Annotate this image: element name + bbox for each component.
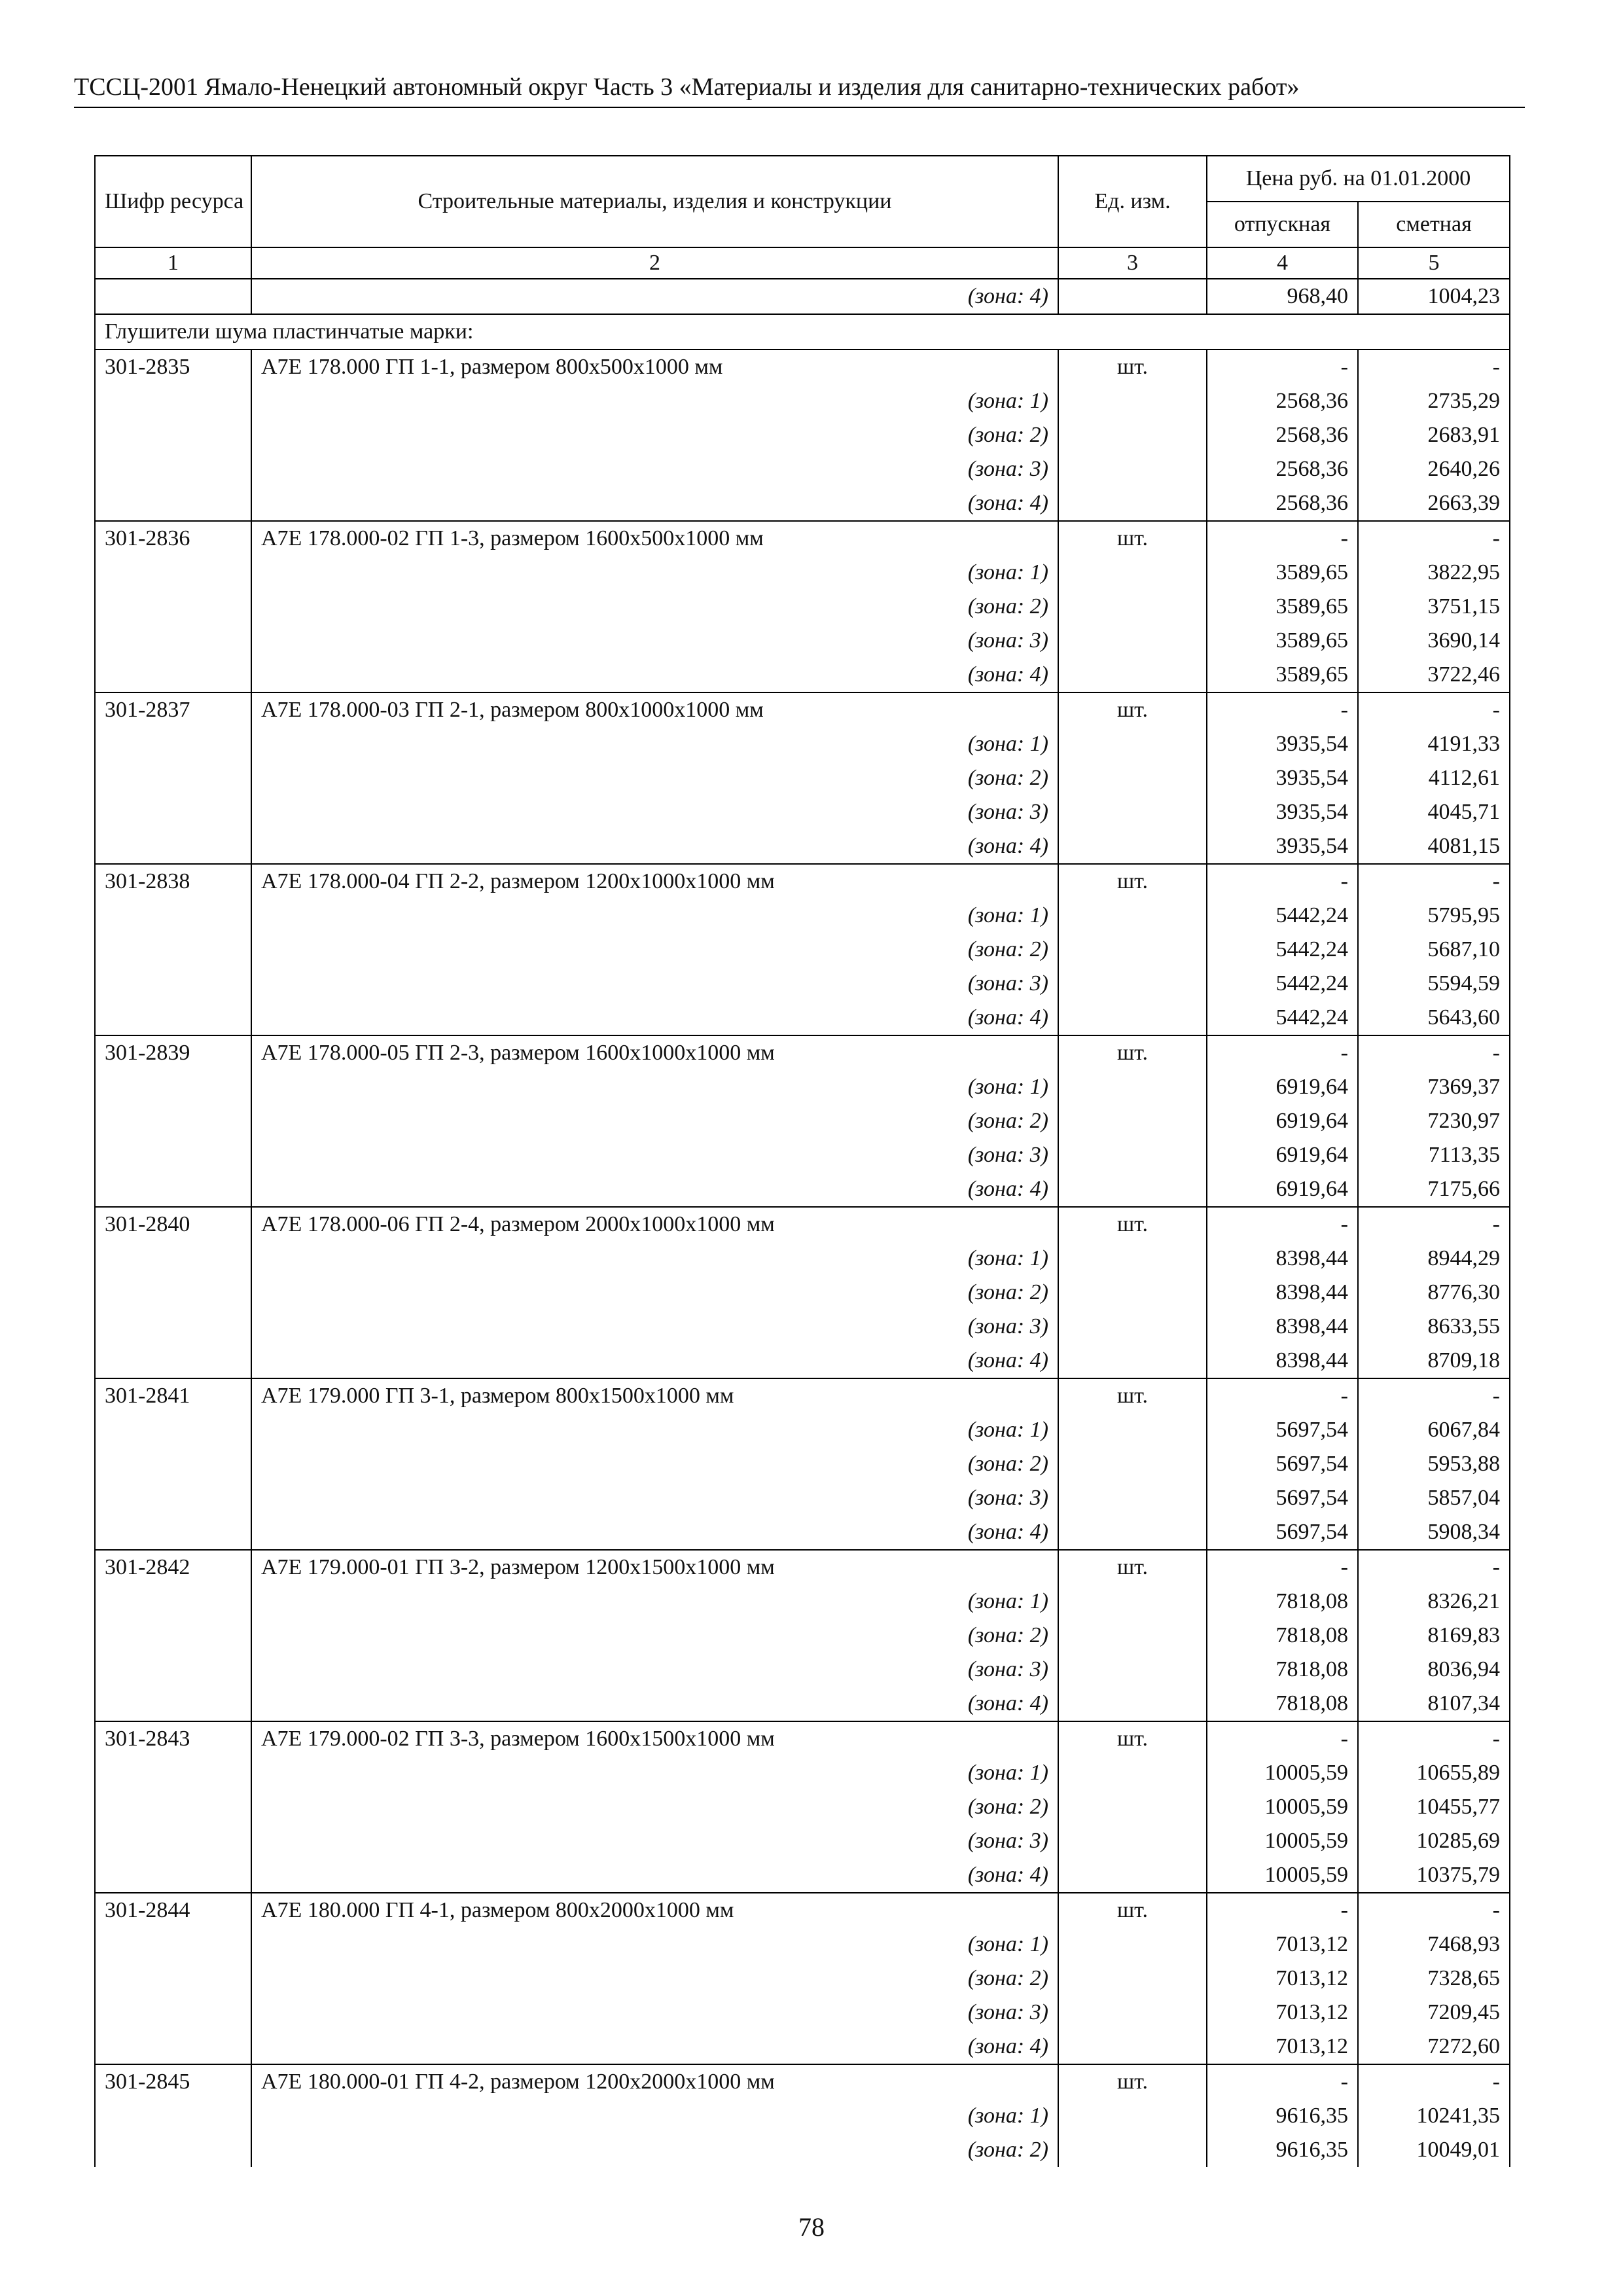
- unit: шт.: [1058, 2064, 1207, 2099]
- zone-row: [95, 1585, 1510, 1619]
- zone-row: [95, 1138, 1510, 1172]
- column-number: 3: [1058, 247, 1207, 279]
- release-price: 7013,12: [1207, 1962, 1358, 1996]
- release-price: 8398,44: [1207, 1310, 1358, 1344]
- zone-label: (зона: 4): [251, 2030, 1058, 2064]
- material-name: А7Е 178.000-06 ГП 2-4, размером 2000х1000х1000 мм: [251, 1207, 1058, 1242]
- material-name: А7Е 178.000-04 ГП 2-2, размером 1200х1000х1000 мм: [251, 864, 1058, 899]
- estimate-price: 10455,77: [1358, 1790, 1510, 1824]
- zone-row: [95, 2099, 1510, 2133]
- zone-row: [95, 899, 1510, 933]
- zone-row: [95, 556, 1510, 590]
- estimate-price: -: [1358, 864, 1510, 899]
- zone-label: (зона: 4): [251, 1344, 1058, 1378]
- material-name: А7Е 178.000 ГП 1-1, размером 800х500х1000 мм: [251, 350, 1058, 384]
- zone-row: [95, 486, 1510, 521]
- zone-label: (зона: 2): [251, 761, 1058, 795]
- release-price: -: [1207, 692, 1358, 727]
- zone-label: (зона: 1): [251, 384, 1058, 418]
- release-price: -: [1207, 2064, 1358, 2099]
- zone-label: (зона: 4): [251, 1687, 1058, 1721]
- estimate-price: 4045,71: [1358, 795, 1510, 829]
- release-price: 8398,44: [1207, 1344, 1358, 1378]
- material-name: А7Е 179.000-02 ГП 3-3, размером 1600х1500х1000 мм: [251, 1721, 1058, 1756]
- resource-code: 301-2840: [95, 1207, 251, 1242]
- zone-row: [95, 967, 1510, 1001]
- zone-row: [95, 2030, 1510, 2064]
- release-price: 3935,54: [1207, 727, 1358, 761]
- unit: шт.: [1058, 1721, 1207, 1756]
- zone-row: [95, 418, 1510, 452]
- material-name: А7Е 178.000-02 ГП 1-3, размером 1600х500х1000 мм: [251, 521, 1058, 556]
- table-row: [95, 1721, 1510, 1756]
- unit: шт.: [1058, 350, 1207, 384]
- table-row: [95, 2064, 1510, 2099]
- resource-code: 301-2839: [95, 1035, 251, 1070]
- resource-code: 301-2844: [95, 1893, 251, 1928]
- estimate-price: 10285,69: [1358, 1824, 1510, 1858]
- estimate-price: -: [1358, 350, 1510, 384]
- estimate-price: 8326,21: [1358, 1585, 1510, 1619]
- zone-label: (зона: 3): [251, 967, 1058, 1001]
- zone-label: (зона: 2): [251, 1619, 1058, 1653]
- zone-label: (зона: 3): [251, 795, 1058, 829]
- zone-row: [95, 1928, 1510, 1962]
- release-price: 5442,24: [1207, 1001, 1358, 1035]
- resource-code: 301-2843: [95, 1721, 251, 1756]
- estimate-price: 2663,39: [1358, 486, 1510, 521]
- release-price: 5442,24: [1207, 967, 1358, 1001]
- estimate-price: 7272,60: [1358, 2030, 1510, 2064]
- zone-row: [95, 1515, 1510, 1550]
- release-price: 10005,59: [1207, 1858, 1358, 1893]
- resource-code: 301-2841: [95, 1378, 251, 1413]
- estimate-price: -: [1358, 1378, 1510, 1413]
- estimate-price: 8709,18: [1358, 1344, 1510, 1378]
- release-price: 3935,54: [1207, 829, 1358, 864]
- estimate-price: 10241,35: [1358, 2099, 1510, 2133]
- release-price: 6919,64: [1207, 1104, 1358, 1138]
- release-price: -: [1207, 1721, 1358, 1756]
- release-price: 9616,35: [1207, 2133, 1358, 2167]
- zone-label: (зона: 2): [251, 1447, 1058, 1481]
- zone-row: [95, 624, 1510, 658]
- table-row: [95, 1550, 1510, 1585]
- release-price: -: [1207, 1378, 1358, 1413]
- release-price: 6919,64: [1207, 1138, 1358, 1172]
- zone-label: (зона: 2): [251, 1276, 1058, 1310]
- estimate-price: 7369,37: [1358, 1070, 1510, 1104]
- header-divider: [74, 107, 1525, 108]
- release-price: 8398,44: [1207, 1242, 1358, 1276]
- zone-row: [95, 761, 1510, 795]
- estimate-price: 10655,89: [1358, 1756, 1510, 1790]
- estimate-price: -: [1358, 1035, 1510, 1070]
- zone-label: (зона: 1): [251, 1585, 1058, 1619]
- zone-label: (зона: 1): [251, 1242, 1058, 1276]
- zone-row: [95, 452, 1510, 486]
- zone-label: (зона: 1): [251, 2099, 1058, 2133]
- estimate-price: 3751,15: [1358, 590, 1510, 624]
- release-price: 3589,65: [1207, 624, 1358, 658]
- release-price: 3935,54: [1207, 795, 1358, 829]
- column-header-price-group: Цена руб. на 01.01.2000: [1207, 156, 1510, 202]
- release-price: 3935,54: [1207, 761, 1358, 795]
- estimate-price: -: [1358, 1207, 1510, 1242]
- release-price: 5697,54: [1207, 1413, 1358, 1447]
- column-number: 4: [1207, 247, 1358, 279]
- release-price: 8398,44: [1207, 1276, 1358, 1310]
- continuation-row: [95, 279, 1510, 314]
- zone-row: [95, 1172, 1510, 1207]
- table-row: [95, 1893, 1510, 1928]
- zone-row: [95, 1824, 1510, 1858]
- column-header-release-price: отпускная: [1207, 202, 1358, 247]
- release-price: 5442,24: [1207, 899, 1358, 933]
- release-price: 2568,36: [1207, 418, 1358, 452]
- zone-row: [95, 1344, 1510, 1378]
- resource-code: 301-2838: [95, 864, 251, 899]
- release-price: 7013,12: [1207, 1928, 1358, 1962]
- zone-label: (зона: 4): [251, 1858, 1058, 1893]
- unit: шт.: [1058, 1550, 1207, 1585]
- release-price: 5442,24: [1207, 933, 1358, 967]
- release-price: 6919,64: [1207, 1070, 1358, 1104]
- estimate-price: 7175,66: [1358, 1172, 1510, 1207]
- table-row: [95, 1207, 1510, 1242]
- estimate-price: 3690,14: [1358, 624, 1510, 658]
- zone-label: (зона: 2): [251, 590, 1058, 624]
- estimate-price: 2683,91: [1358, 418, 1510, 452]
- zone-row: [95, 829, 1510, 864]
- zone-label: (зона: 1): [251, 556, 1058, 590]
- table-row: [95, 864, 1510, 899]
- release-price: -: [1207, 350, 1358, 384]
- table-row: [95, 1378, 1510, 1413]
- zone-row: [95, 1756, 1510, 1790]
- release-price: 7818,08: [1207, 1687, 1358, 1721]
- zone-row: [95, 2133, 1510, 2167]
- zone-label: (зона: 1): [251, 1413, 1058, 1447]
- zone-row: [95, 1242, 1510, 1276]
- column-header-code: Шифр ресурса: [95, 156, 251, 247]
- zone-row: [95, 933, 1510, 967]
- zone-row: [95, 1070, 1510, 1104]
- zone-label: (зона: 2): [251, 2133, 1058, 2167]
- release-price: 10005,59: [1207, 1824, 1358, 1858]
- estimate-price: 6067,84: [1358, 1413, 1510, 1447]
- estimate-price: 5687,10: [1358, 933, 1510, 967]
- zone-row: [95, 1413, 1510, 1447]
- estimate-price: 5594,59: [1358, 967, 1510, 1001]
- zone-row: [95, 1962, 1510, 1996]
- column-number: 1: [95, 247, 251, 279]
- estimate-price: 7468,93: [1358, 1928, 1510, 1962]
- zone-row: [95, 1653, 1510, 1687]
- estimate-price: 8776,30: [1358, 1276, 1510, 1310]
- release-price: -: [1207, 1893, 1358, 1928]
- zone-label: (зона: 3): [251, 1481, 1058, 1515]
- estimate-price: -: [1358, 692, 1510, 727]
- zone-label: (зона: 2): [251, 1790, 1058, 1824]
- unit: шт.: [1058, 864, 1207, 899]
- material-name: А7Е 180.000-01 ГП 4-2, размером 1200х2000х1000 мм: [251, 2064, 1058, 2099]
- estimate-price: 1004,23: [1358, 279, 1510, 314]
- estimate-price: 3822,95: [1358, 556, 1510, 590]
- zone-label: (зона: 3): [251, 1996, 1058, 2030]
- estimate-price: 2735,29: [1358, 384, 1510, 418]
- zone-row: [95, 1276, 1510, 1310]
- zone-label: (зона: 3): [251, 452, 1058, 486]
- material-name: А7Е 178.000-03 ГП 2-1, размером 800х1000х1000 мм: [251, 692, 1058, 727]
- estimate-price: 5953,88: [1358, 1447, 1510, 1481]
- estimate-price: 8107,34: [1358, 1687, 1510, 1721]
- estimate-price: 10049,01: [1358, 2133, 1510, 2167]
- table-row: [95, 692, 1510, 727]
- estimate-price: 5857,04: [1358, 1481, 1510, 1515]
- zone-label: (зона: 2): [251, 1104, 1058, 1138]
- zone-label: (зона: 1): [251, 1070, 1058, 1104]
- zone-row: [95, 795, 1510, 829]
- zone-row: [95, 1687, 1510, 1721]
- estimate-price: 7328,65: [1358, 1962, 1510, 1996]
- table-body: [95, 279, 1510, 2167]
- resource-code: 301-2842: [95, 1550, 251, 1585]
- column-header-name: Строительные материалы, изделия и конструкции: [251, 156, 1058, 247]
- release-price: -: [1207, 1550, 1358, 1585]
- estimate-price: 8169,83: [1358, 1619, 1510, 1653]
- release-price: 9616,35: [1207, 2099, 1358, 2133]
- zone-label: (зона: 3): [251, 624, 1058, 658]
- zone-label: (зона: 4): [251, 1172, 1058, 1207]
- resource-code: 301-2837: [95, 692, 251, 727]
- release-price: 5697,54: [1207, 1515, 1358, 1550]
- column-header-unit: Ед. изм.: [1058, 156, 1207, 247]
- estimate-price: -: [1358, 1893, 1510, 1928]
- resource-code: 301-2845: [95, 2064, 251, 2099]
- zone-label: (зона: 1): [251, 1928, 1058, 1962]
- estimate-price: -: [1358, 521, 1510, 556]
- zone-label: (зона: 4): [251, 1515, 1058, 1550]
- release-price: 10005,59: [1207, 1790, 1358, 1824]
- column-header-estimate-price: сметная: [1358, 202, 1510, 247]
- estimate-price: 5643,60: [1358, 1001, 1510, 1035]
- zone-row: [95, 1104, 1510, 1138]
- unit: шт.: [1058, 692, 1207, 727]
- estimate-price: 4112,61: [1358, 761, 1510, 795]
- table-row: [95, 1035, 1510, 1070]
- column-number: 5: [1358, 247, 1510, 279]
- estimate-price: 5795,95: [1358, 899, 1510, 933]
- release-price: 2568,36: [1207, 384, 1358, 418]
- material-name: А7Е 179.000 ГП 3-1, размером 800х1500х1000 мм: [251, 1378, 1058, 1413]
- unit: шт.: [1058, 1207, 1207, 1242]
- zone-label: (зона: 1): [251, 1756, 1058, 1790]
- zone-label: (зона: 4): [251, 658, 1058, 692]
- page-number: 78: [798, 2212, 825, 2242]
- material-name: А7Е 178.000-05 ГП 2-3, размером 1600х1000х1000 мм: [251, 1035, 1058, 1070]
- zone-label: (зона: 4): [251, 829, 1058, 864]
- release-price: 7013,12: [1207, 1996, 1358, 2030]
- table-row: [95, 521, 1510, 556]
- zone-label: (зона: 2): [251, 1962, 1058, 1996]
- release-price: 5697,54: [1207, 1447, 1358, 1481]
- zone-row: [95, 1310, 1510, 1344]
- column-number: 2: [251, 247, 1058, 279]
- estimate-price: 2640,26: [1358, 452, 1510, 486]
- release-price: 10005,59: [1207, 1756, 1358, 1790]
- zone-label: (зона: 3): [251, 1138, 1058, 1172]
- release-price: 7818,08: [1207, 1585, 1358, 1619]
- unit: шт.: [1058, 1035, 1207, 1070]
- zone-row: [95, 1996, 1510, 2030]
- zone-row: [95, 384, 1510, 418]
- zone-label: (зона: 4): [251, 1001, 1058, 1035]
- estimate-price: -: [1358, 2064, 1510, 2099]
- zone-row: [95, 658, 1510, 692]
- zone-row: [95, 727, 1510, 761]
- estimate-price: 8633,55: [1358, 1310, 1510, 1344]
- estimate-price: 4081,15: [1358, 829, 1510, 864]
- unit: шт.: [1058, 521, 1207, 556]
- zone-row: [95, 1447, 1510, 1481]
- zone-label: (зона: 2): [251, 933, 1058, 967]
- page-header-title: ТССЦ-2001 Ямало-Ненецкий автономный округ Часть 3 «Материалы и изделия для санитарно-технических работ»: [74, 73, 1300, 101]
- estimate-price: -: [1358, 1550, 1510, 1585]
- table-row: [95, 350, 1510, 384]
- zone-label: (зона: 2): [251, 418, 1058, 452]
- release-price: 968,40: [1207, 279, 1358, 314]
- unit: шт.: [1058, 1893, 1207, 1928]
- estimate-price: 7230,97: [1358, 1104, 1510, 1138]
- release-price: 2568,36: [1207, 486, 1358, 521]
- zone-label: (зона: 1): [251, 899, 1058, 933]
- release-price: 3589,65: [1207, 556, 1358, 590]
- release-price: 7013,12: [1207, 2030, 1358, 2064]
- estimate-price: 7209,45: [1358, 1996, 1510, 2030]
- release-price: 7818,08: [1207, 1619, 1358, 1653]
- table-header: [95, 156, 1510, 279]
- estimate-price: 3722,46: [1358, 658, 1510, 692]
- release-price: -: [1207, 864, 1358, 899]
- material-name: А7Е 180.000 ГП 4-1, размером 800х2000х1000 мм: [251, 1893, 1058, 1928]
- release-price: 3589,65: [1207, 658, 1358, 692]
- zone-row: [95, 590, 1510, 624]
- unit: шт.: [1058, 1378, 1207, 1413]
- zone-label: (зона: 1): [251, 727, 1058, 761]
- estimate-price: -: [1358, 1721, 1510, 1756]
- estimate-price: 8944,29: [1358, 1242, 1510, 1276]
- zone-row: [95, 1858, 1510, 1893]
- estimate-price: 5908,34: [1358, 1515, 1510, 1550]
- zone-row: [95, 1001, 1510, 1035]
- zone-row: [95, 1790, 1510, 1824]
- group-title: Глушители шума пластинчатые марки:: [95, 314, 1510, 350]
- zone-label: (зона: 3): [251, 1653, 1058, 1687]
- zone-label: (зона: 3): [251, 1824, 1058, 1858]
- material-name: А7Е 179.000-01 ГП 3-2, размером 1200х1500х1000 мм: [251, 1550, 1058, 1585]
- zone-label: (зона: 3): [251, 1310, 1058, 1344]
- release-price: 5697,54: [1207, 1481, 1358, 1515]
- price-table: [94, 155, 1510, 2167]
- resource-code: 301-2835: [95, 350, 251, 384]
- release-price: -: [1207, 1207, 1358, 1242]
- zone-label: (зона: 4): [251, 486, 1058, 521]
- estimate-price: 7113,35: [1358, 1138, 1510, 1172]
- release-price: 6919,64: [1207, 1172, 1358, 1207]
- release-price: 7818,08: [1207, 1653, 1358, 1687]
- estimate-price: 10375,79: [1358, 1858, 1510, 1893]
- estimate-price: 4191,33: [1358, 727, 1510, 761]
- group-title-row: [95, 314, 1510, 350]
- zone-label: (зона: 4): [251, 279, 1058, 314]
- zone-row: [95, 1481, 1510, 1515]
- release-price: -: [1207, 1035, 1358, 1070]
- release-price: 3589,65: [1207, 590, 1358, 624]
- release-price: 2568,36: [1207, 452, 1358, 486]
- estimate-price: 8036,94: [1358, 1653, 1510, 1687]
- resource-code: 301-2836: [95, 521, 251, 556]
- zone-row: [95, 1619, 1510, 1653]
- release-price: -: [1207, 521, 1358, 556]
